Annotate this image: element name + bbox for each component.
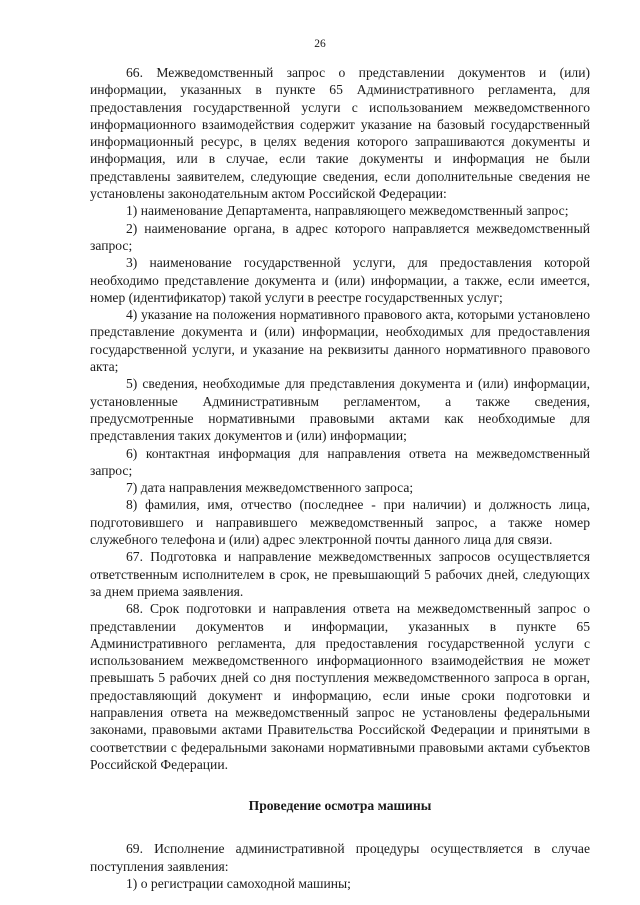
paragraph-66: 66. Межведомственный запрос о представлении документов и (или) информации, указанных в пункте 65 Административного регламента, для предоставления государственной услуги с использованием межведомственного информационного взаимодействия содержит указание на базовый государственный информационный ресурс, в целях ведения которого запрашиваются документы и информация, или в случае, если такие документы и информация не были представлены заявителем, следующие сведения, если дополнительные сведения не установлены законодательным актом Российской Федерации:: [90, 65, 590, 202]
list-item-69-1: 1) о регистрации самоходной машины;: [126, 876, 351, 892]
list-item-3: 3) наименование государственной услуги, для предоставления которой необходимо представление документа и (или) информации, а также, если имеется, номер (идентификатор) такой услуги в реестре государственных услуг;: [90, 255, 590, 305]
list-item-7: 7) дата направления межведомственного запроса;: [126, 480, 414, 496]
list-item-6: 6) контактная информация для направления ответа на межведомственный запрос;: [90, 445, 590, 478]
paragraph-68: 68. Срок подготовки и направления ответа на межведомственный запрос о представлении документов и информации, указанных в пункте 65 Административного регламента, для предоставления государственной услуги с использованием межведомственного информационного взаимодействия не может превышать 5 рабочих дней со дня поступления межведомственного запроса в орган, предоставляющий документ и информацию, если иные сроки подготовки и направления ответа на межведомственный запрос не установлены федеральными законами, правовыми актами Правительства Российской Федерации и принятыми в соответствии с федеральными законами нормативными правовыми актами субъектов Российской Федерации.: [90, 601, 590, 772]
page-number: 26: [314, 38, 326, 50]
list-item-5: 5) сведения, необходимые для представления документа и (или) информации, установленные Административным регламентом, а также сведения, предусмотренные нормативными правовыми актами как необходимые для представления таких документов и (или) информации;: [90, 376, 590, 444]
list-item-4: 4) указание на положения нормативного правового акта, которыми установлено представление документа и (или) информации, необходимых для предоставления государственной услуги, и указание на реквизиты данного нормативного правового акта;: [90, 307, 590, 375]
paragraph-67: 67. Подготовка и направление межведомственных запросов осуществляется ответственным исполнителем в срок, не превышающий 5 рабочих дней, следующих за днем приема заявления.: [90, 549, 590, 599]
section-heading: Проведение осмотра машины: [248, 798, 432, 814]
paragraph-69: 69. Исполнение административной процедуры осуществляется в случае поступления заявления:: [90, 841, 590, 874]
document-body: [90, 64, 590, 892]
list-item-2: 2) наименование органа, в адрес которого направляется межведомственный запрос;: [90, 220, 590, 253]
list-item-8: 8) фамилия, имя, отчество (последнее - при наличии) и должность лица, подготовившего и направившего межведомственный запрос, а также номер служебного телефона и (или) адрес электронной почты данного лица для связи.: [90, 497, 590, 548]
list-item-1: 1) наименование Департамента, направляющего межведомственный запрос;: [126, 203, 569, 219]
